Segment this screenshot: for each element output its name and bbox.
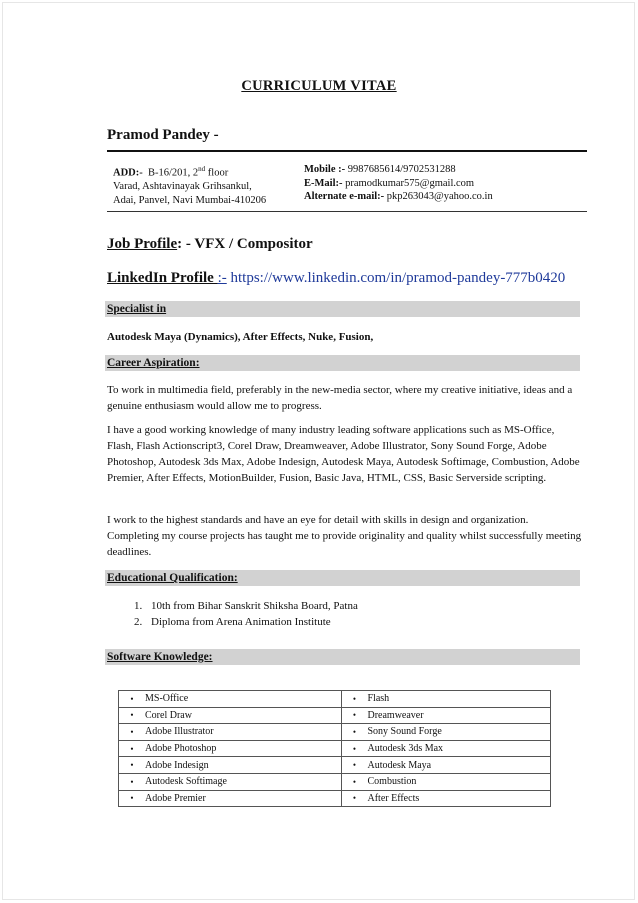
job-profile-label: Job Profile [107,236,178,252]
section-career [105,355,580,371]
bullet-icon: • [130,743,134,754]
linkedin-url[interactable]: https://www.linkedin.com/in/pramod-pandey-777b0420 [230,270,566,286]
job-profile-line [107,236,313,253]
bullet-icon: • [352,743,357,754]
software-item: Dreamweaver [367,709,424,721]
bullet-icon: • [352,726,357,737]
section-specialist [105,301,580,317]
table-row [119,773,551,790]
bullet-icon: • [130,693,134,704]
software-item: Adobe Photoshop [145,743,217,755]
bullet-icon: • [130,793,134,804]
mobile-label: Mobile :- [304,164,346,175]
address-label: ADD:- [113,167,143,179]
software-item: MS-Office [145,693,189,705]
software-item: Sony Sound Forge [367,726,442,738]
bullet-icon: • [130,726,134,737]
table-row [119,724,551,741]
section-software-heading: Software Knowledge: [107,651,213,663]
software-item: Autodesk Softimage [145,776,227,788]
bullet-icon: • [352,793,357,804]
education-list [107,598,585,630]
job-profile-value: : - VFX / Compositor [177,236,313,252]
software-item: After Effects [367,792,420,804]
bullet-icon: • [130,760,134,771]
email-label: E-Mail:- [304,177,343,189]
software-item: Adobe Indesign [145,759,209,771]
contact-divider [107,211,587,212]
address-line1: B-16/201, 2 [148,167,199,179]
career-paragraph-3: I work to the highest standards and have an eye for detail with skills in design and organization. Completing my course projects has taught me to provide originality and quality whilst successfully meeting deadlines. [107,514,582,558]
mobile-number: 9987685614/9702531288 [347,164,456,175]
career-paragraph-1: To work in multimedia field, preferably in the new-media sector, where my creative initiative, ideas and a genuine enthusiasm would allow me to progress. [107,384,573,412]
section-education [105,570,580,586]
software-item: Flash [367,693,390,705]
table-row [119,790,551,807]
table-row [119,691,551,708]
software-item: Autodesk 3ds Max [367,743,444,755]
software-item: Corel Draw [145,709,192,721]
bullet-icon: • [130,710,134,721]
email-value[interactable]: pramodkumar575@gmail.com [345,177,475,189]
address-line2: Varad, Ashtavinayak Grihsankul, [113,181,252,192]
section-education-heading: Educational Qualification: [107,572,238,584]
specialist-text: Autodesk Maya (Dynamics), After Effects, Nuke, Fusion, [107,331,374,343]
table-row [119,740,551,757]
education-item: 1. 10th from Bihar Sanskrit Shiksha Board, Patna [145,598,585,614]
software-item: Combustion [367,776,417,788]
linkedin-label: LinkedIn Profile [107,270,218,286]
table-row [119,757,551,774]
bullet-icon: • [352,693,357,704]
header-divider [107,150,587,152]
career-paragraph-2: I have a good working knowledge of many industry leading software applications such as MS-Office, Flash, Flash Actionscript3, Corel Draw, Dreamweaver, Adobe Illustrator, Sony Sound Forge, Adobe Photoshop, Autodesk 3ds Max, Adobe Indesign, Autodesk Maya, Autodesk Softimage, Combustion, Adobe Premier, After Effects, MotionBuilder, Fusion, Basic Java, HTML, CSS, Basic Serverside scripting. [107,424,580,484]
section-specialist-heading: Specialist in [107,303,167,315]
contact-block [304,163,594,204]
candidate-name: Pramod Pandey - [107,127,219,143]
bullet-icon: • [130,776,134,787]
bullet-icon: • [352,776,357,787]
education-item: 2. Diploma from Arena Animation Institute [145,614,585,630]
address-line3: Adai, Panvel, Navi Mumbai-410206 [113,194,267,206]
alt-email-value[interactable]: pkp263043@yahoo.co.in [386,191,493,202]
linkedin-separator: :- [217,270,227,286]
address-block [113,163,303,207]
linkedin-line [107,270,565,287]
address-line1-suffix: floor [205,167,229,179]
section-career-heading: Career Aspiration: [107,357,200,369]
section-software [105,649,580,665]
table-row [119,707,551,724]
alt-email-label: Alternate e-mail:- [304,191,385,202]
address-line1-sup: nd [198,165,206,173]
bullet-icon: • [352,710,357,721]
software-item: Adobe Illustrator [145,726,214,738]
software-item: Autodesk Maya [367,759,432,771]
document-title: CURRICULUM VITAE [241,78,397,94]
bullet-icon: • [352,760,357,771]
software-item: Adobe Premier [145,792,206,804]
software-table [118,690,551,807]
